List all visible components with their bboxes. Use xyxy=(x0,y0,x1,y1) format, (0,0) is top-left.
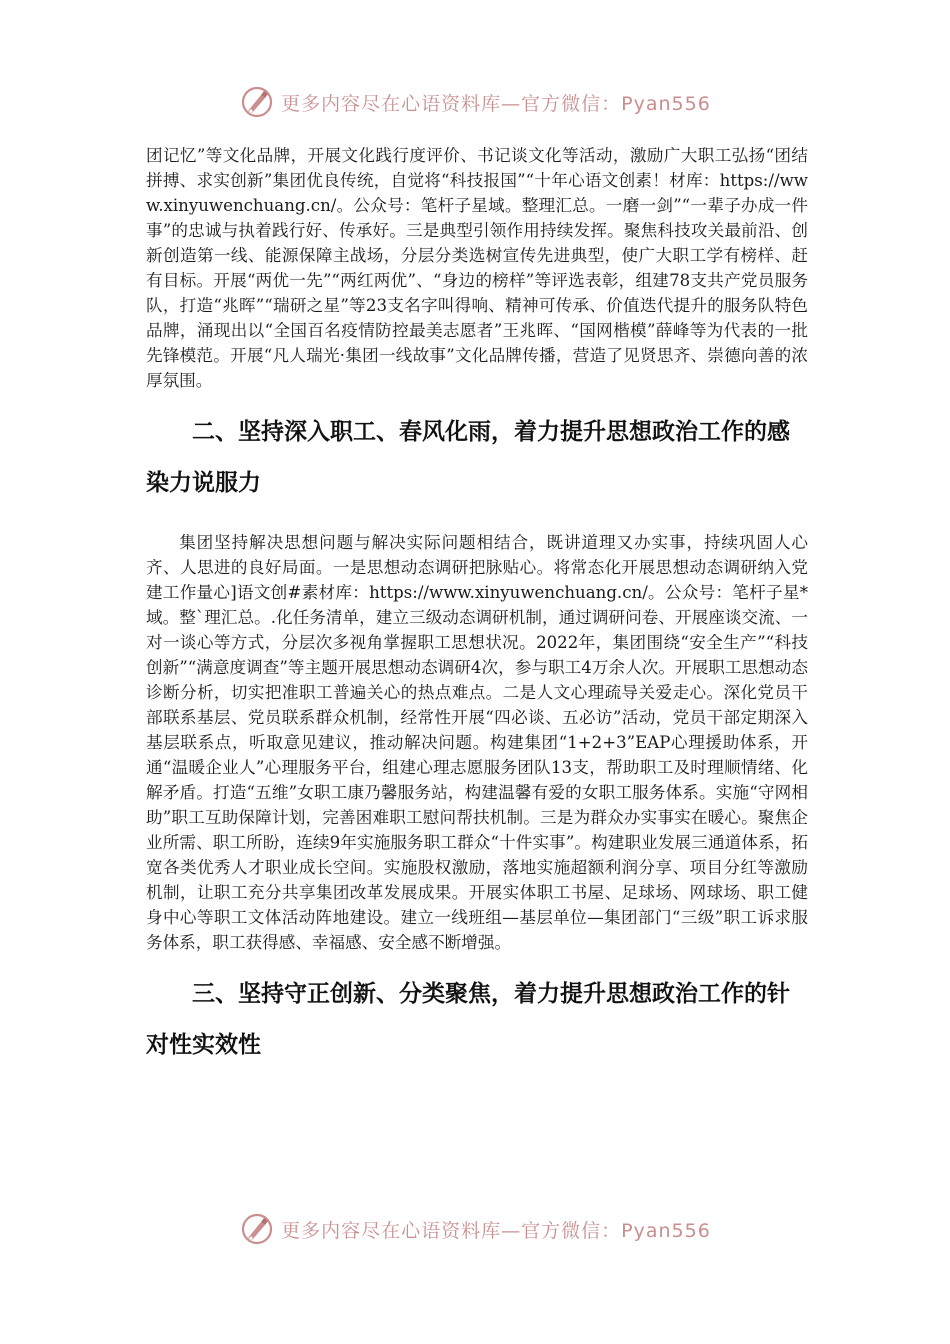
paragraph-2: 集团坚持解决思想问题与解决实际问题相结合，既讲道理又办实事，持续巩固人心齐、人思进的良好局面。一是思想动态调研把脉贴心。将常态化开展思想动态调研纳入党建工作量心]语文创#素材库：https://www.xinyuwenchuang.cn/。公众号：笔杆子星*域。整`理汇总。.化任务清单，建立三级动态调研机制，通过调研问卷、开展座谈交流、一对一谈心等方式，分层次多视角掌握职工思想状况。2022年，集团围绕“安全生产”“科技创新”“满意度调查”等主题开展思想动态调研4次，参与职工4万余人次。开展职工思想动态诊断分析，切实把准职工普遍关心的热点难点。二是人文心理疏导关爱走心。深化党员干部联系基层、党员联系群众机制，经常性开展“四必谈、五必访”活动，党员干部定期深入基层联系点，听取意见建议，推动解决问题。构建集团“1+2+3”EAP心理援助体系，开通“温暖企业人”心理服务平台，组建心理志愿服务团队13支，帮助职工及时理顺情绪、化解矛盾。打造“五维”女职工康乃馨服务站，构建温馨有爱的女职工服务体系。实施“守网相助”职工互助保障计划，完善困难职工慰问帮扶机制。三是为群众办实事实在暖心。聚焦企业所需、职工所盼，连续9年实施服务职工群众“十件实事”。构建职业发展三通道体系，拓宽各类优秀人才职业成长空间。实施股权激励，落地实施超额利润分享、项目分红等激励机制，让职工充分共享集团改革发展成果。开展实体职工书屋、足球场、网球场、职工健身中心等职工文体活动阵地建设。建立一线班组—基层单位—集团部门“三级”职工诉求服务体系，职工获得感、幸福感、安全感不断增强。 xyxy=(146,533,808,952)
section-heading-2: 二、坚持深入职工、春风化雨，着力提升思想政治工作的感染力说服力 xyxy=(146,419,790,496)
watermark-footer xyxy=(0,1209,950,1249)
watermark-text: 更多内容尽在心语资料库—官方微信： xyxy=(281,92,622,115)
watermark-wechat-id: Pyan556 xyxy=(621,92,711,115)
watermark-text: 更多内容尽在心语资料库—官方微信： xyxy=(281,1219,622,1242)
paragraph-1: 团记忆”等文化品牌，开展文化践行度评价、书记谈文化等活动，激励广大职工弘扬“团结拼搏、求实创新”集团优良传统，自觉将“科技报国”“十年心语文创素！材库：https://www.xinyuwenchuang.cn/。公众号：笔杆子星域。整理汇总。一磨一剑”“一辈子办成一件事”的忠诚与执着践行好、传承好。三是典型引领作用持续发挥。聚焦科技攻关最前沿、创新创造第一线、能源保障主战场，分层分类选树宣传先进典型，使广大职工学有榜样、赶有目标。开展“两优一先”“两红两优”、“身边的榜样”等评选表彰，组建78支共产党员服务队，打造“兆晖”“瑞研之星”等23支名字叫得响、精神可传承、价值迭代提升的服务队特色品牌，涌现出以“全国百名疫情防控最美志愿者”王兆晖、“国网楷模”薛峰等为代表的一批先锋模范。开展“凡人瑞光·集团一线故事”文化品牌传播，营造了见贤思齐、崇德向善的浓厚氛围。 xyxy=(146,146,808,390)
pen-nib-logo-icon xyxy=(239,84,275,120)
pen-nib-logo-icon xyxy=(239,1211,275,1247)
watermark-wechat-id: Pyan556 xyxy=(621,1219,711,1242)
watermark-header xyxy=(0,82,950,122)
document-body xyxy=(146,143,808,1071)
section-heading-3: 三、坚持守正创新、分类聚焦，着力提升思想政治工作的针对性实效性 xyxy=(146,981,790,1058)
